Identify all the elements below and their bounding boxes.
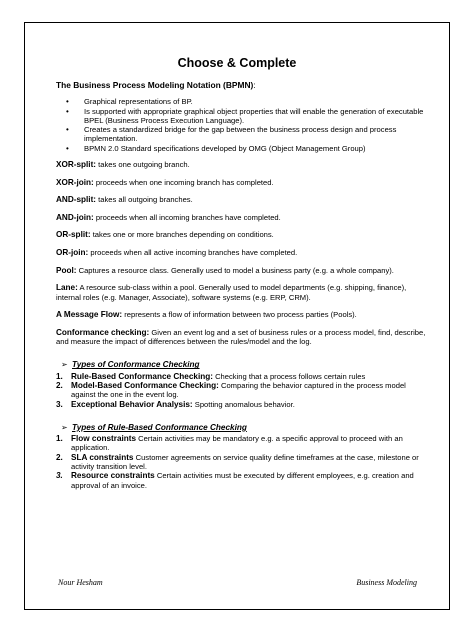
definition-term: Lane: [56,283,78,293]
rule-types-section [56,423,426,490]
arrow-bullet-icon: ➢ [61,360,68,370]
definition-text: Given an event log and a set of business rules or a process model, find, describe, and measure the impact of differences between the rules/model and the log. [56,327,426,347]
bpmn-heading-colon: : [253,80,256,90]
definition-text: represents a flow of information between two process parties (Pools). [122,310,357,320]
item-term: SLA constraints [71,452,134,462]
definition-term: Pool: [56,265,77,275]
definition-xor-join [56,178,426,187]
item-number: 3. [56,471,63,481]
definition-term: Conformance checking: [56,327,150,337]
definition-or-split [56,230,426,239]
definition-term: XOR-join: [56,177,94,187]
page-title: Choose & Complete [177,56,297,70]
arrow-bullet-icon: ➢ [61,422,68,432]
item-term: Exceptional Behavior Analysis: [71,399,193,409]
item-term: Flow constraints [71,434,137,444]
footer-course: Business Modeling [356,578,417,587]
item-text: Spotting anomalous behavior. [192,399,295,409]
section-heading [56,360,426,369]
definition-term: AND-split: [56,195,97,205]
bullet-item: • BPMN 2.0 Standard specifications developed by OMG (Object Management Group) [56,144,426,153]
conformance-types-list [56,372,426,409]
definition-text: proceeds when all active incoming branches have completed. [88,248,298,258]
definition-text: A resource sub-class within a pool. Generally used to model departments (e.g. shipping, finance), internal roles (e.g. Manager, Associate), software systems (e.g. ERP, CRM). [56,283,407,302]
definition-term: OR-join: [56,248,89,258]
item-number: 1. [56,434,63,444]
bullet-item: • Creates a standardized bridge for the gap between the business process design and process implementation. [56,125,426,144]
bpmn-heading-text: The Business Process Modeling Notation (BPMN) [56,80,254,90]
item-number: 3. [56,399,63,409]
page-content [56,81,426,490]
bullet-item: • Graphical representations of BP. [56,97,426,106]
item-text: Checking that a process follows certain rules [212,371,366,381]
item-number: 2. [56,380,63,390]
definition-term: XOR-split: [56,160,97,170]
item-text: Customer agreements on service quality define timeframes at the case, milestone or activity transition level. [71,452,419,471]
definition-text: Captures a resource class. Generally used to model a business party (e.g. a whole company). [76,265,394,275]
definition-or-join [56,248,426,257]
section-heading-text: Types of Rule-Based Conformance Checking [72,422,247,432]
definition-text: proceeds when all incoming branches have completed. [93,212,281,222]
conformance-types-section [56,360,426,408]
definition-pool [56,266,426,275]
definition-term: AND-join: [56,212,94,222]
definition-text: proceeds when one incoming branch has completed. [93,177,274,187]
list-item [56,381,426,400]
item-text: Certain activities may be mandatory e.g. a specific approval to proceed with an application. [71,434,403,453]
section-heading-text: Types of Conformance Checking [72,360,200,370]
item-term: Resource constraints [71,471,155,481]
item-term: Rule-Based Conformance Checking: [71,371,213,381]
rule-types-list [56,434,426,490]
item-text: Certain activities must be executed by different employees, e.g. creation and approval of an invoice. [71,471,414,490]
definition-and-join [56,213,426,222]
definition-text: takes one or more branches depending on conditions. [90,230,274,240]
definition-and-split [56,195,426,204]
list-item [56,453,426,472]
definition-xor-split [56,160,426,169]
section-heading [56,423,426,432]
list-item [56,372,426,381]
definition-text: takes all outgoing branches. [96,195,193,205]
bpmn-bullet-list [56,97,426,153]
item-number: 2. [56,452,63,462]
definition-term: A Message Flow: [56,310,123,320]
item-term: Model-Based Conformance Checking: [71,380,219,390]
list-item [56,471,426,490]
definition-term: OR-split: [56,230,91,240]
item-text: Comparing the behavior captured in the process model against the one in the event log. [71,380,406,400]
definition-text: takes one outgoing branch. [96,160,190,170]
list-item [56,400,426,409]
definition-conformance-checking [56,328,426,347]
definition-lane [56,283,426,302]
document-page [24,22,450,610]
list-item [56,434,426,453]
footer-author: Nour Hesham [58,578,103,587]
bullet-item: • Is supported with appropriate graphical object properties that will enable the generation of executable BPEL (Business Process Execution Language). [56,107,426,126]
bpmn-heading [56,81,426,90]
definition-message-flow [56,310,426,319]
item-number: 1. [56,371,63,381]
